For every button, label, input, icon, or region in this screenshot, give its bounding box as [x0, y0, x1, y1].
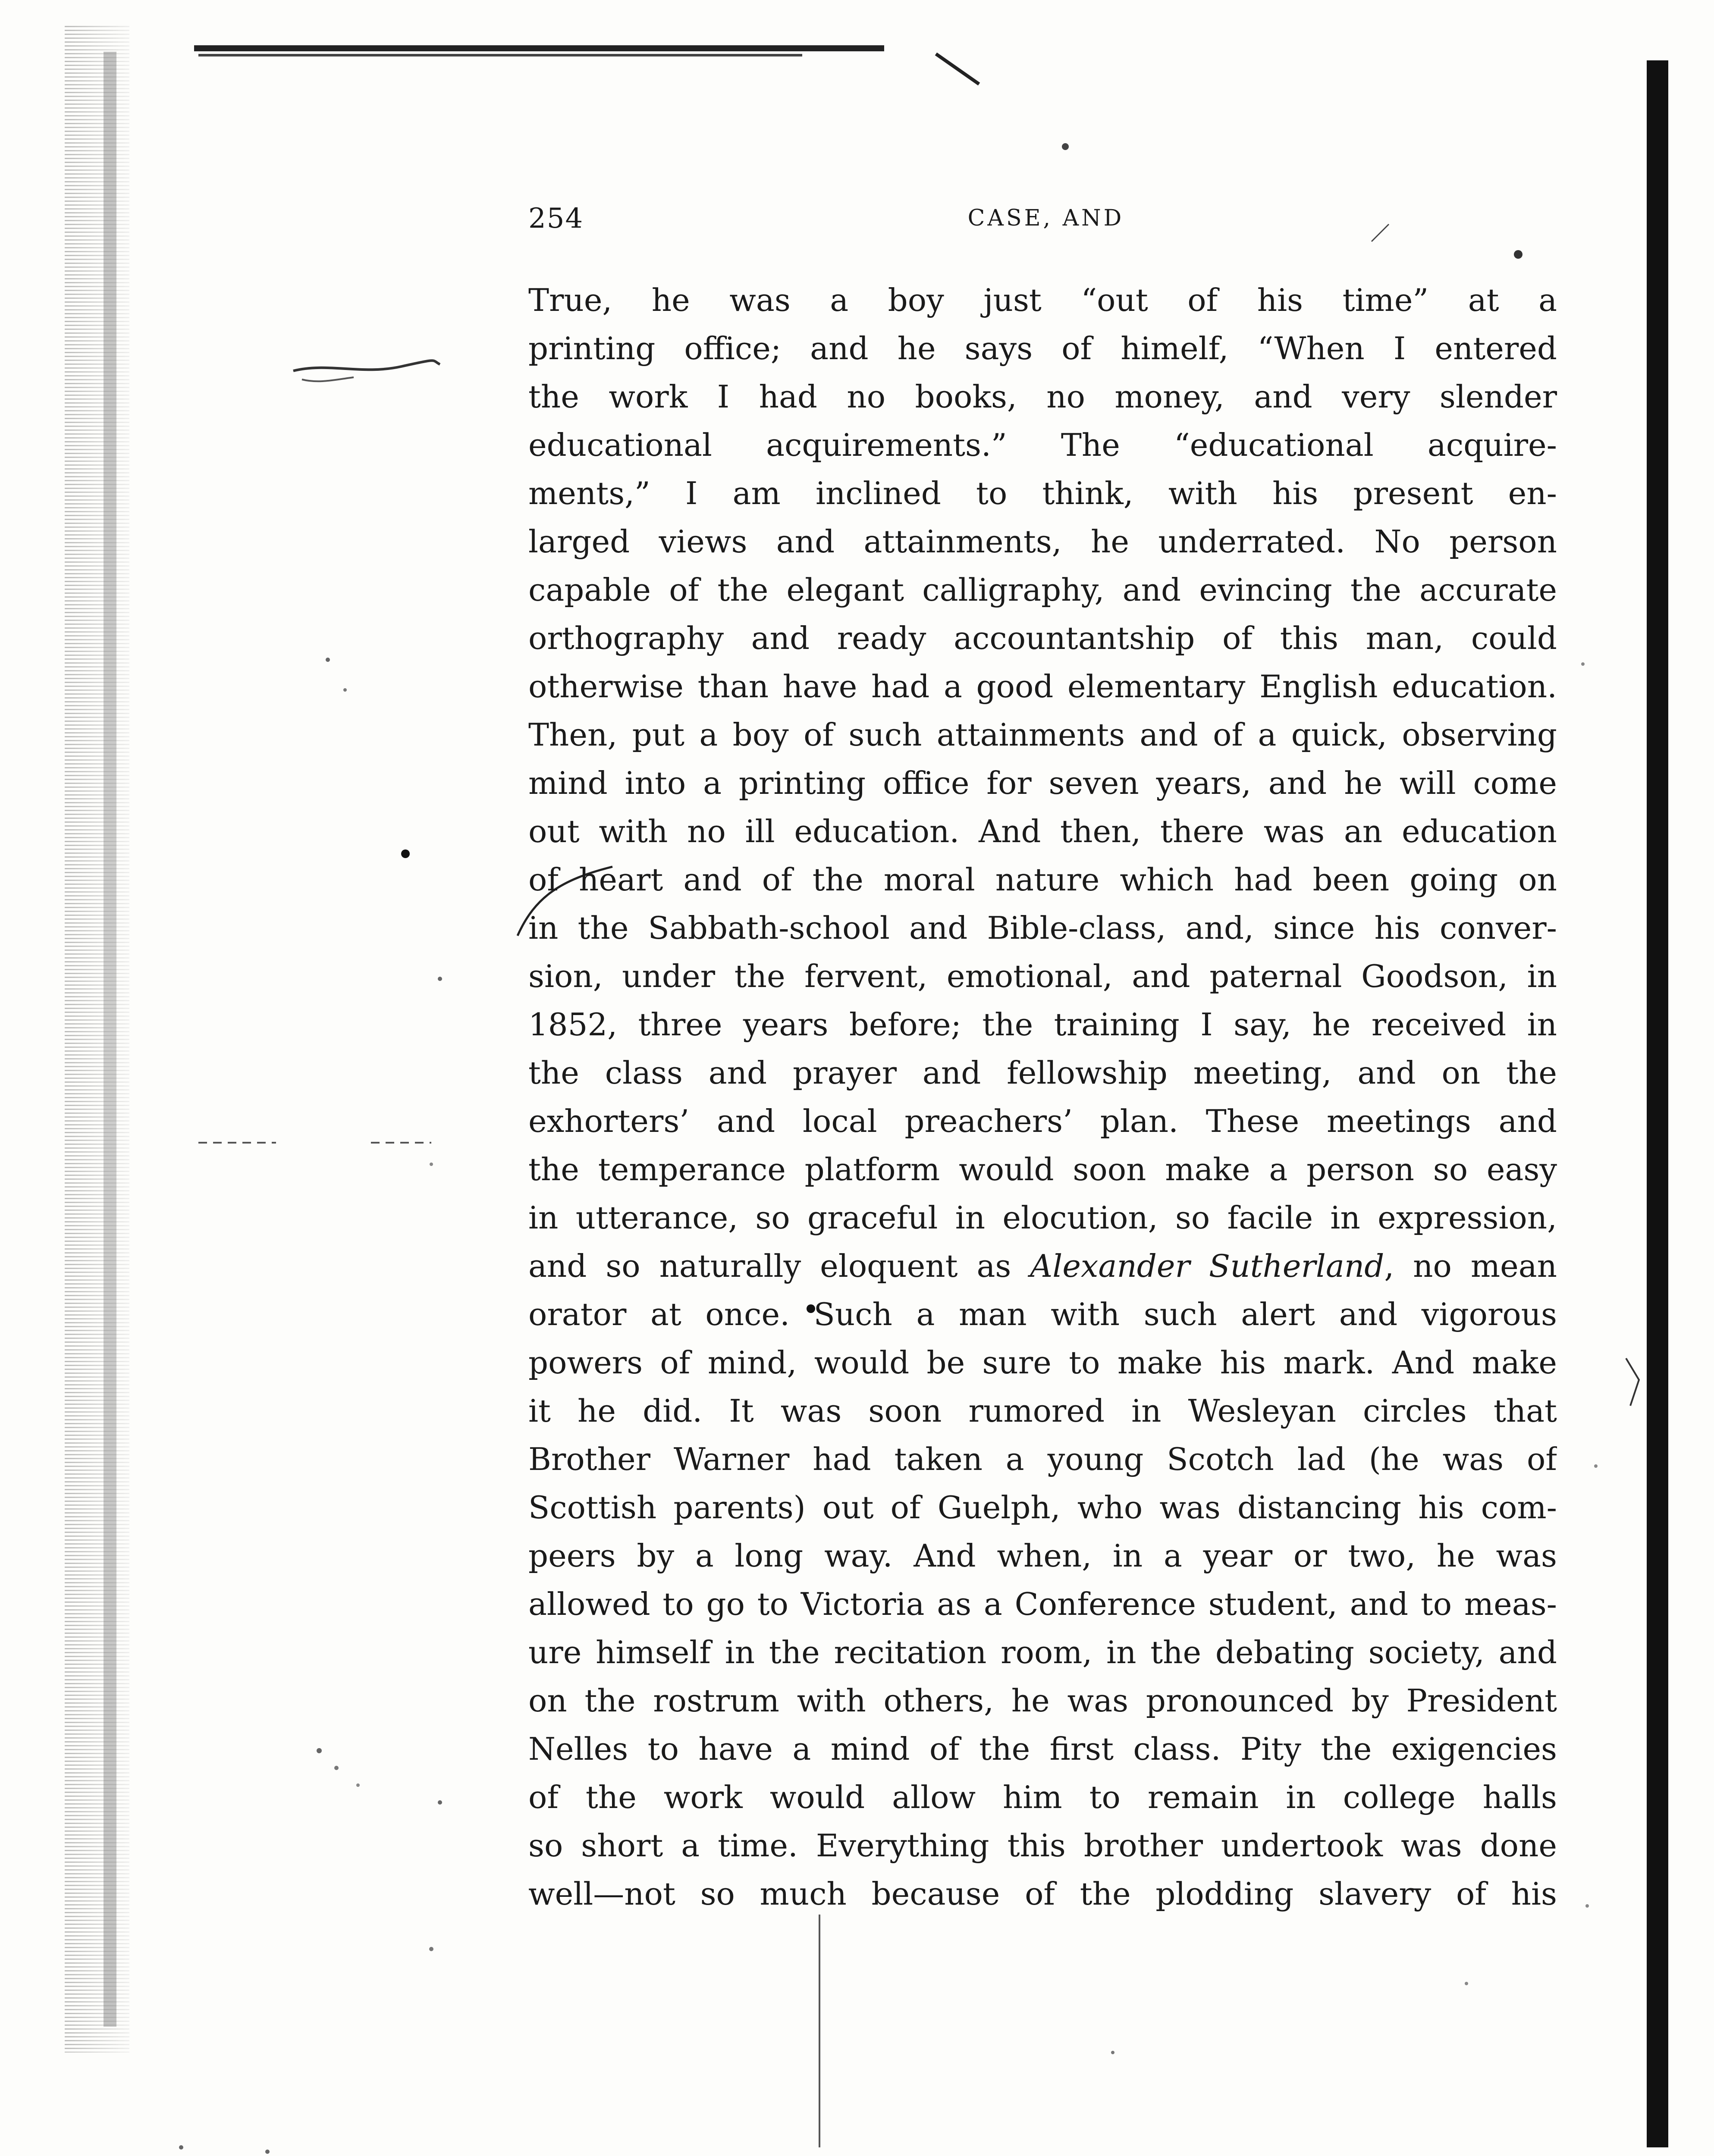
body-text	[528, 276, 1557, 1918]
margin-squiggle	[293, 360, 440, 371]
text-line: larged views and attainments, he underrated. No person	[528, 523, 1557, 560]
page-number: 254	[528, 203, 584, 235]
ink-dot	[401, 849, 410, 858]
text-line: of heart and of the moral nature which had been going on	[528, 862, 1557, 898]
text-line: printing office; and he says of himelf, “When I entered	[528, 330, 1557, 367]
pen-stroke	[936, 54, 979, 84]
text-line: the work I had no books, no money, and very slender	[528, 379, 1557, 415]
text-line: well—not so much because of the plodding slavery of his	[528, 1876, 1557, 1912]
running-title: CASE, AND	[967, 205, 1124, 231]
italic-name: Alexander Sutherland	[1030, 1248, 1384, 1284]
text-line: so short a time. Everything this brother undertook was done	[528, 1827, 1557, 1864]
text-line: it he did. It was soon rumored in Wesleyan circles that	[528, 1393, 1557, 1429]
text-line: educational acquirements.” The “educational acquire-	[528, 427, 1557, 463]
margin-squiggle-2	[302, 377, 354, 381]
margin-mark-right	[1626, 1358, 1639, 1406]
text-line: the class and prayer and fellowship meeting, and on the	[528, 1055, 1557, 1091]
text-line: the temperance platform would soon make a person so easy	[528, 1151, 1557, 1188]
ink-dot-2	[1062, 143, 1069, 150]
text-segment: , no mean	[1384, 1248, 1557, 1284]
text-line: exhorters’ and local preachers’ plan. These meetings and	[528, 1103, 1557, 1139]
text-line: orator at once. Such a man with such alert and vigorous	[528, 1296, 1557, 1332]
text-line: Brother Warner had taken a young Scotch lad (he was of	[528, 1441, 1557, 1477]
text-line: Nelles to have a mind of the first class. Pity the exigencies	[528, 1731, 1557, 1767]
text-line: sion, under the fervent, emotional, and paternal Goodson, in	[528, 958, 1557, 994]
text-line: allowed to go to Victoria as a Conference student, and to meas-	[528, 1586, 1557, 1622]
text-line: Then, put a boy of such attainments and of a quick, observing	[528, 717, 1557, 753]
text-line: out with no ill education. And then, there was an education	[528, 813, 1557, 849]
text-line: Scottish parents) out of Guelph, who was distancing his com-	[528, 1489, 1557, 1526]
text-line: orthography and ready accountantship of this man, could	[528, 620, 1557, 656]
text-line: of the work would allow him to remain in college halls	[528, 1779, 1557, 1815]
text-line-with-italic	[528, 1242, 1557, 1290]
text-line: True, he was a boy just “out of his time” at a	[528, 282, 1557, 318]
text-line: in utterance, so graceful in elocution, so facile in expression,	[528, 1200, 1557, 1236]
ink-dot-3	[1514, 250, 1523, 259]
text-line: 1852, three years before; the training I say, he received in	[528, 1006, 1557, 1043]
text-segment: and so naturally eloquent as	[528, 1248, 1030, 1284]
text-line: on the rostrum with others, he was pronounced by President	[528, 1683, 1557, 1719]
text-line: mind into a printing office for seven years, and he will come	[528, 765, 1557, 801]
text-line: otherwise than have had a good elementary English education.	[528, 668, 1557, 705]
text-line: capable of the elegant calligraphy, and evincing the accurate	[528, 572, 1557, 608]
running-head	[528, 203, 1563, 241]
text-line: ments,” I am inclined to think, with his present en-	[528, 475, 1557, 511]
text-line: ure himself in the recitation room, in the debating society, and	[528, 1634, 1557, 1670]
text-line: peers by a long way. And when, in a year or two, he was	[528, 1538, 1557, 1574]
text-line: powers of mind, would be sure to make his mark. And make	[528, 1344, 1557, 1381]
text-line: in the Sabbath-school and Bible-class, and, since his conver-	[528, 910, 1557, 946]
